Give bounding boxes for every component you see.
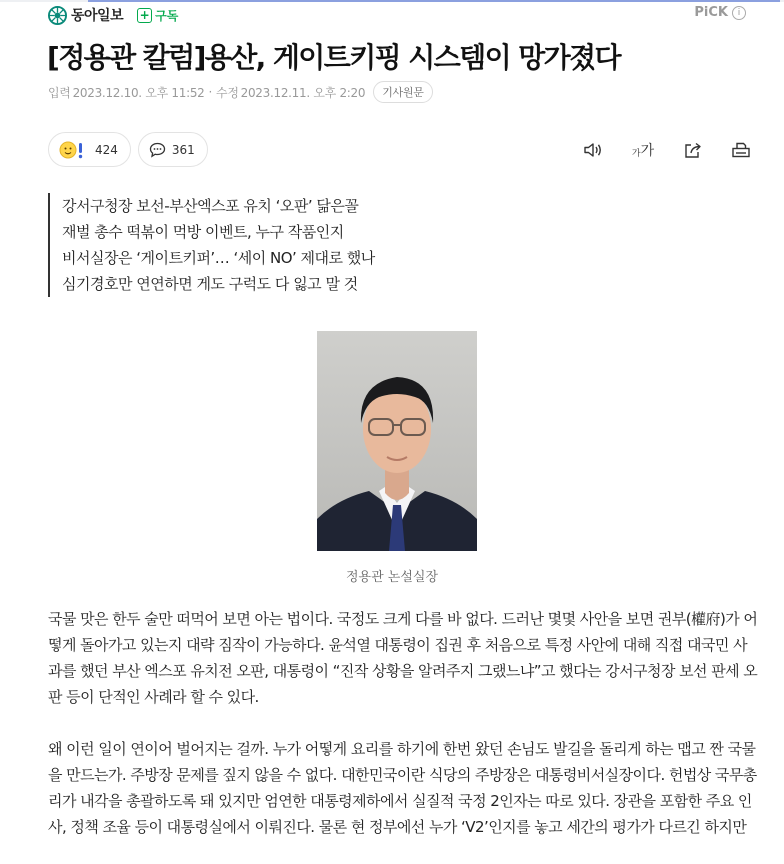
body-paragraph: 왜 이런 일이 연이어 벌어지는 걸까. 누가 어떻게 요리를 하기에 한번 왔던 손님도 발길을 돌리게 하는 맵고 짠 국물을 만드는가. 주방장 문제를 짚지 않을 수 없다. 대한민국이란 식당의 주방장은 대통령비서실장이다. 헌법상 국무총리가 내각을 총괄하도록 돼 있지만 엄연한 대통령제하에서 실질적 국정 2인자는 따로 있다. 장관을 포함한 주요 인사, 정책 조율 등이 대통령실에서 이뤄진다. 물론 현 정부에선 누가 ‘V2’인지를 놓고 세간의 평가가 다르긴 하지만 — [48, 740, 757, 836]
modified-date: 2023.12.11. 오후 2:20 — [240, 85, 366, 100]
dateline — [48, 81, 433, 103]
input-date: 2023.12.10. 오후 11:52 — [72, 85, 205, 100]
photo-caption: 정용관 논설실장 — [345, 570, 439, 585]
subscribe-button[interactable] — [137, 7, 178, 24]
emotion-count: 424 — [95, 142, 118, 157]
font-size-small-label: 가 — [631, 148, 641, 159]
summary-line: 강서구청장 보선-부산엑스포 유치 ‘오판’ 닮은꼴 — [62, 197, 359, 215]
press-name: 동아일보 — [71, 8, 124, 24]
body-paragraph: 국물 맛은 한두 술만 떠먹어 보면 아는 법이다. 국정도 크게 다를 바 없다. 드러난 몇몇 사안을 보면 권부(權府)가 어떻게 돌아가고 있는지 대략 짐작이 가능하다. 윤석열 대통령이 집권 후 처음으로 특정 사안에 대해 직접 대국민 사과를 했던 부산 엑스포 유치전 오판, 대통령이 “진작 상황을 알려주지 그랬느냐”고 했다는 강서구청장 보선 판세 오판 등이 단적인 사례라 할 수 있다. — [48, 610, 758, 706]
article-title: [정용관 칼럼]용산, 게이트키핑 시스템이 망가졌다 — [47, 41, 620, 74]
info-icon[interactable]: i — [732, 6, 746, 20]
masthead — [48, 4, 178, 26]
plus-box-icon: + — [137, 8, 152, 23]
article-summary — [48, 193, 375, 297]
comment-count: 361 — [171, 142, 195, 157]
summary-line: 비서실장은 ‘게이트키퍼’… ‘세이 NO’ 제대로 했나 — [62, 249, 375, 267]
pick-badge[interactable] — [694, 5, 746, 20]
share-icon[interactable] — [682, 139, 704, 161]
donga-logo-icon — [48, 6, 67, 25]
summary-line: 재벌 총수 떡볶이 먹방 이벤트, 누구 작품인지 — [62, 223, 344, 241]
comment-button[interactable] — [138, 132, 208, 167]
summary-line: 심기경호만 연연하면 게도 구럭도 다 잃고 말 것 — [62, 275, 358, 293]
article-tools — [582, 139, 752, 161]
comment-icon — [149, 142, 166, 158]
top-accent-line — [88, 0, 780, 2]
reaction-bar — [48, 132, 208, 167]
modified-label: 수정 — [216, 85, 239, 100]
font-size-large-label: 가 — [640, 143, 655, 159]
emotion-icon — [59, 140, 89, 160]
input-label: 입력 — [48, 85, 71, 100]
font-size-button[interactable] — [630, 139, 656, 161]
original-article-button[interactable]: 기사원문 — [373, 81, 432, 103]
press-logo[interactable] — [48, 5, 123, 25]
article-body — [48, 606, 760, 840]
subscribe-label: 구독 — [155, 8, 179, 23]
speaker-icon[interactable] — [582, 139, 604, 161]
emotion-button[interactable] — [48, 132, 131, 167]
columnist-photo[interactable] — [317, 331, 477, 551]
pick-label: PiCK — [694, 5, 728, 20]
date-separator: · — [208, 85, 213, 99]
print-icon[interactable] — [730, 139, 752, 161]
